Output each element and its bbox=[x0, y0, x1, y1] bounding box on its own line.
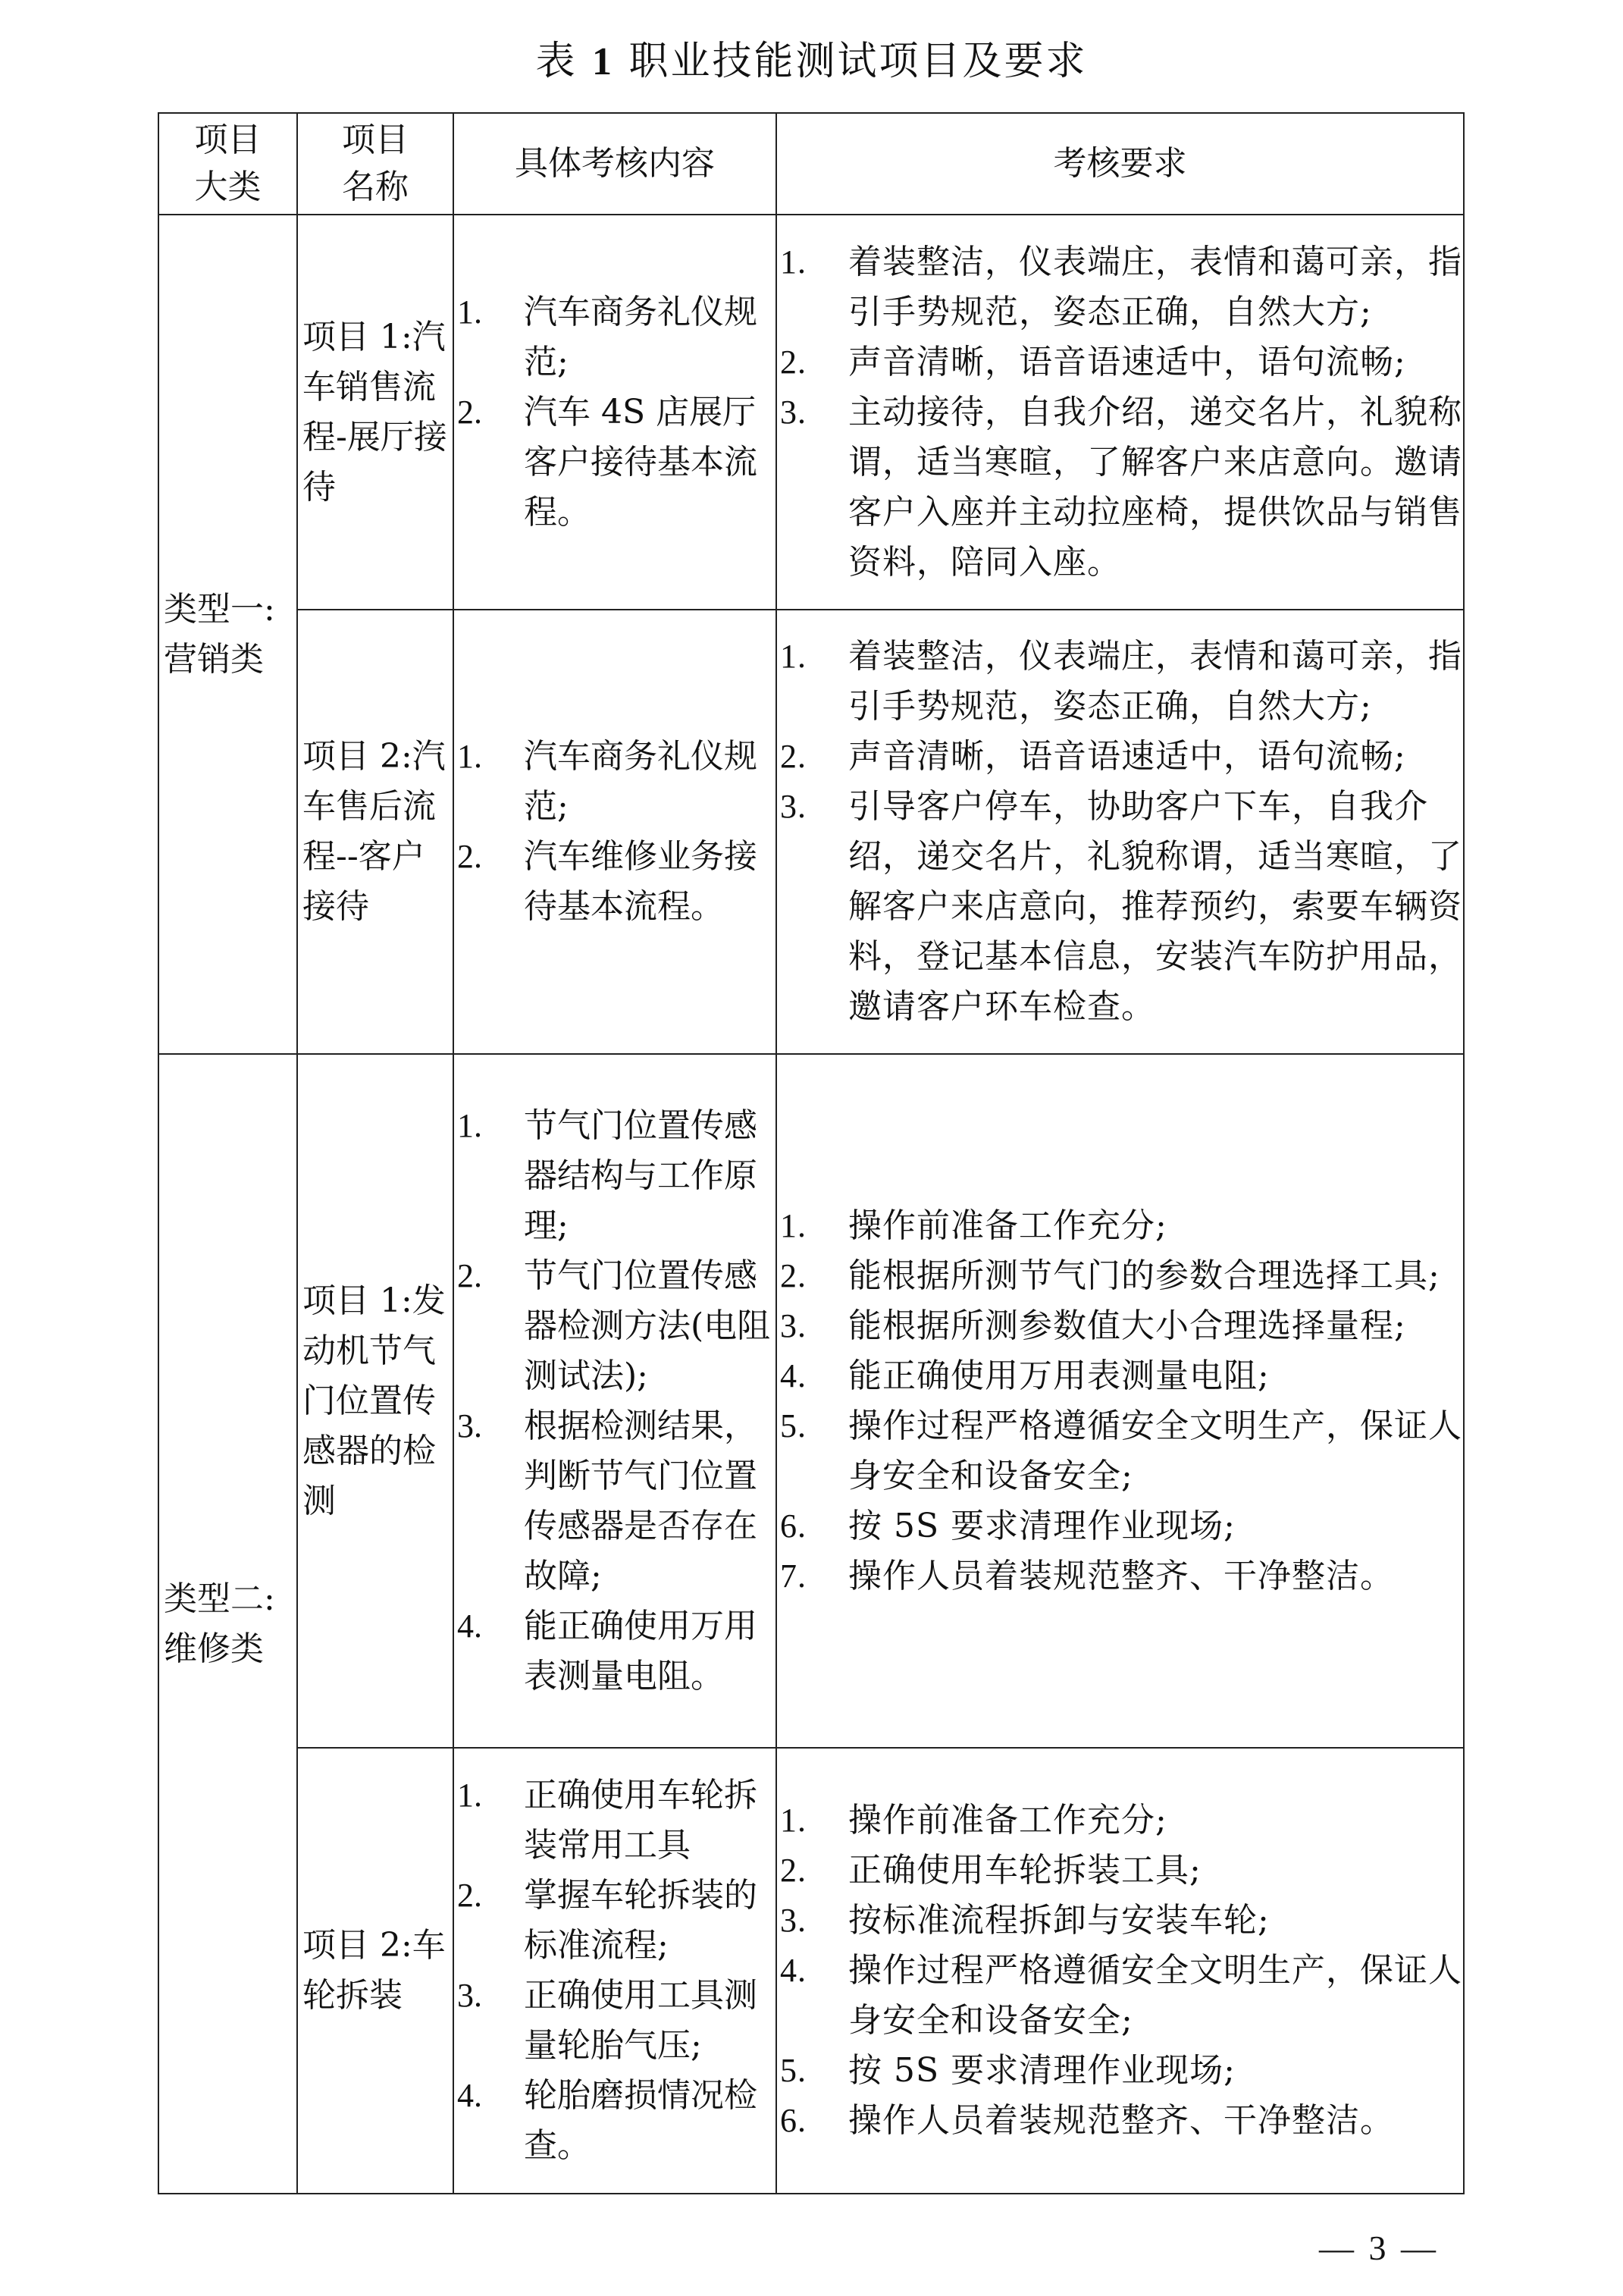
list-item-number: 2. bbox=[457, 393, 482, 431]
list-item bbox=[777, 1251, 1463, 1301]
project-name-cell: 项目 1:汽车销售流程-展厅接待 bbox=[297, 215, 453, 610]
list-item bbox=[777, 1846, 1463, 1896]
list-item bbox=[454, 1871, 775, 1971]
list-item-text: 操作前准备工作充分; bbox=[848, 1206, 1167, 1245]
header-requirements: 考核要求 bbox=[776, 113, 1464, 215]
list-item-number: 1. bbox=[457, 738, 482, 775]
title-number: 1 bbox=[592, 40, 614, 83]
list-item-text: 引导客户停车，协助客户下车，自我介绍，递交名片，礼貌称谓，适当寒暄，了解客户来店意向，推荐预约，索要车辆资料，登记基本信息，安装汽车防护用品，邀请客户环车检查。 bbox=[848, 787, 1462, 1026]
list-item-number: 4. bbox=[457, 1607, 482, 1645]
table-title bbox=[0, 29, 1623, 86]
list-item-number: 5. bbox=[780, 1407, 807, 1444]
list-item-text: 操作人员着装规范整齐、干净整洁。 bbox=[848, 2101, 1394, 2140]
requirements-list bbox=[777, 1796, 1463, 2146]
list-item bbox=[454, 832, 775, 932]
content-list bbox=[454, 287, 775, 538]
project-name-cell: 项目 2:车轮拆装 bbox=[297, 1748, 453, 2194]
list-item-number: 2. bbox=[457, 1877, 482, 1914]
list-item-number: 1. bbox=[780, 1206, 807, 1244]
category-cell: 类型一:营销类 bbox=[158, 215, 297, 1054]
list-item-text: 着装整洁，仪表端庄，表情和蔼可亲，指引手势规范，姿态正确，自然大方; bbox=[848, 637, 1462, 726]
list-item-number: 6. bbox=[780, 2102, 807, 2139]
list-item-text: 操作人员着装规范整齐、干净整洁。 bbox=[848, 1556, 1394, 1595]
list-item-number: 3. bbox=[780, 1902, 807, 1939]
requirements-cell bbox=[776, 1054, 1464, 1748]
list-item bbox=[454, 2071, 775, 2171]
list-item bbox=[777, 1896, 1463, 1946]
header-category-line2: 大类 bbox=[194, 168, 262, 206]
table-row bbox=[158, 610, 1464, 1054]
list-item bbox=[777, 632, 1463, 732]
list-item bbox=[777, 1301, 1463, 1351]
content-list bbox=[454, 1771, 775, 2171]
list-item bbox=[454, 732, 775, 832]
requirements-cell bbox=[776, 215, 1464, 610]
list-item bbox=[454, 287, 775, 387]
list-item-text: 能正确使用万用表测量电阻。 bbox=[524, 1606, 757, 1695]
table-row bbox=[158, 1748, 1464, 2194]
content-cell bbox=[453, 1054, 776, 1748]
list-item bbox=[777, 782, 1463, 1032]
list-item-text: 正确使用车轮拆装工具; bbox=[848, 1851, 1202, 1890]
list-item bbox=[454, 387, 775, 538]
list-item-number: 2. bbox=[780, 1852, 807, 1889]
list-item-text: 汽车 4S 店展厅客户接待基本流程。 bbox=[524, 392, 757, 532]
list-item-number: 3. bbox=[457, 1977, 482, 2014]
list-item bbox=[777, 1201, 1463, 1251]
list-item bbox=[454, 1251, 775, 1401]
list-item-text: 操作前准备工作充分; bbox=[848, 1801, 1167, 1840]
list-item-text: 按标准流程拆卸与安装车轮; bbox=[848, 1901, 1270, 1940]
list-item bbox=[777, 337, 1463, 387]
list-item bbox=[454, 1771, 775, 1871]
list-item bbox=[777, 732, 1463, 782]
list-item-text: 按 5S 要求清理作业现场; bbox=[848, 2051, 1236, 2090]
list-item bbox=[777, 1551, 1463, 1601]
list-item-text: 汽车维修业务接待基本流程。 bbox=[524, 837, 757, 926]
list-item bbox=[777, 2096, 1463, 2146]
table-row bbox=[158, 1054, 1464, 1748]
page-number: — 3 — bbox=[1319, 2229, 1439, 2267]
list-item bbox=[777, 1501, 1463, 1551]
content-list bbox=[454, 732, 775, 932]
list-item-number: 4. bbox=[780, 1952, 807, 1989]
requirements-cell bbox=[776, 1748, 1464, 2194]
header-name-line1: 项目 bbox=[342, 121, 409, 159]
table-row bbox=[158, 215, 1464, 610]
header-row bbox=[158, 113, 1464, 215]
list-item-text: 节气门位置传感器结构与工作原理; bbox=[524, 1106, 757, 1245]
list-item-number: 2. bbox=[780, 738, 807, 775]
list-item-text: 掌握车轮拆装的标准流程; bbox=[524, 1876, 757, 1965]
list-item bbox=[777, 1946, 1463, 2046]
list-item-number: 3. bbox=[457, 1407, 482, 1444]
requirements-cell bbox=[776, 610, 1464, 1054]
list-item-text: 汽车商务礼仪规范; bbox=[524, 737, 757, 826]
list-item-number: 3. bbox=[780, 1306, 807, 1344]
project-name-cell: 项目 1:发动机节气门位置传感器的检测 bbox=[297, 1054, 453, 1748]
list-item-text: 着装整洁，仪表端庄，表情和蔼可亲，指引手势规范，姿态正确，自然大方; bbox=[848, 242, 1462, 331]
list-item bbox=[777, 1351, 1463, 1401]
requirements-list bbox=[777, 632, 1463, 1032]
list-item-number: 1. bbox=[457, 1777, 482, 1814]
list-item-text: 能根据所测参数值大小合理选择量程; bbox=[848, 1306, 1406, 1345]
list-item-text: 声音清晰，语音语速适中，语句流畅; bbox=[848, 737, 1406, 776]
header-content: 具体考核内容 bbox=[453, 113, 776, 215]
list-item-text: 根据检测结果，判断节气门位置传感器是否存在故障; bbox=[524, 1406, 757, 1595]
list-item bbox=[454, 1601, 775, 1702]
list-item-number: 6. bbox=[780, 1507, 807, 1545]
header-name-line2: 名称 bbox=[342, 168, 409, 206]
list-item-number: 2. bbox=[457, 1256, 482, 1294]
list-item-text: 主动接待，自我介绍，递交名片，礼貌称谓，适当寒暄，了解客户来店意向。邀请客户入座并主动拉座椅，提供饮品与销售资料，陪同入座。 bbox=[848, 392, 1462, 582]
list-item-number: 1. bbox=[457, 293, 482, 331]
list-item-number: 2. bbox=[780, 343, 807, 381]
skills-test-table bbox=[158, 112, 1465, 2194]
content-cell bbox=[453, 1748, 776, 2194]
list-item bbox=[777, 1401, 1463, 1501]
title-text: 职业技能测试项目及要求 bbox=[628, 39, 1088, 84]
list-item-number: 5. bbox=[780, 2052, 807, 2089]
requirements-list bbox=[777, 1201, 1463, 1601]
content-cell bbox=[453, 610, 776, 1054]
list-item bbox=[454, 1971, 775, 2071]
content-cell bbox=[453, 215, 776, 610]
list-item-number: 4. bbox=[780, 1357, 807, 1394]
list-item-number: 1. bbox=[780, 638, 807, 675]
list-item-text: 声音清晰，语音语速适中，语句流畅; bbox=[848, 342, 1406, 381]
list-item-text: 按 5S 要求清理作业现场; bbox=[848, 1506, 1236, 1545]
list-item-number: 3. bbox=[780, 788, 807, 825]
list-item-text: 能正确使用万用表测量电阻; bbox=[848, 1356, 1270, 1395]
list-item bbox=[777, 237, 1463, 337]
list-item-number: 3. bbox=[780, 393, 807, 431]
header-category-line1: 项目 bbox=[194, 121, 262, 159]
list-item-number: 1. bbox=[780, 243, 807, 281]
list-item-text: 操作过程严格遵循安全文明生产，保证人身安全和设备安全; bbox=[848, 1951, 1462, 2040]
header-category bbox=[158, 113, 297, 215]
list-item bbox=[454, 1401, 775, 1601]
list-item-text: 正确使用工具测量轮胎气压; bbox=[524, 1976, 757, 2065]
list-item-number: 2. bbox=[780, 1256, 807, 1294]
list-item bbox=[777, 387, 1463, 588]
list-item-number: 4. bbox=[457, 2077, 482, 2114]
list-item-text: 汽车商务礼仪规范; bbox=[524, 292, 757, 381]
list-item-number: 7. bbox=[780, 1557, 807, 1595]
requirements-list bbox=[777, 237, 1463, 588]
list-item-number: 2. bbox=[457, 838, 482, 875]
list-item-text: 能根据所测节气门的参数合理选择工具; bbox=[848, 1256, 1440, 1295]
list-item bbox=[777, 2046, 1463, 2096]
list-item bbox=[777, 1796, 1463, 1846]
list-item-text: 正确使用车轮拆装常用工具 bbox=[524, 1776, 757, 1865]
content-list bbox=[454, 1101, 775, 1702]
list-item-number: 1. bbox=[457, 1106, 482, 1144]
project-name-cell: 项目 2:汽车售后流程--客户接待 bbox=[297, 610, 453, 1054]
list-item-number: 1. bbox=[780, 1802, 807, 1839]
category-cell: 类型二:维修类 bbox=[158, 1054, 297, 2194]
header-name bbox=[297, 113, 453, 215]
list-item bbox=[454, 1101, 775, 1251]
list-item-text: 轮胎磨损情况检查。 bbox=[524, 2076, 757, 2165]
list-item-text: 节气门位置传感器检测方法(电阻测试法); bbox=[524, 1256, 771, 1395]
list-item-text: 操作过程严格遵循安全文明生产，保证人身安全和设备安全; bbox=[848, 1406, 1462, 1495]
title-prefix: 表 bbox=[535, 39, 578, 84]
